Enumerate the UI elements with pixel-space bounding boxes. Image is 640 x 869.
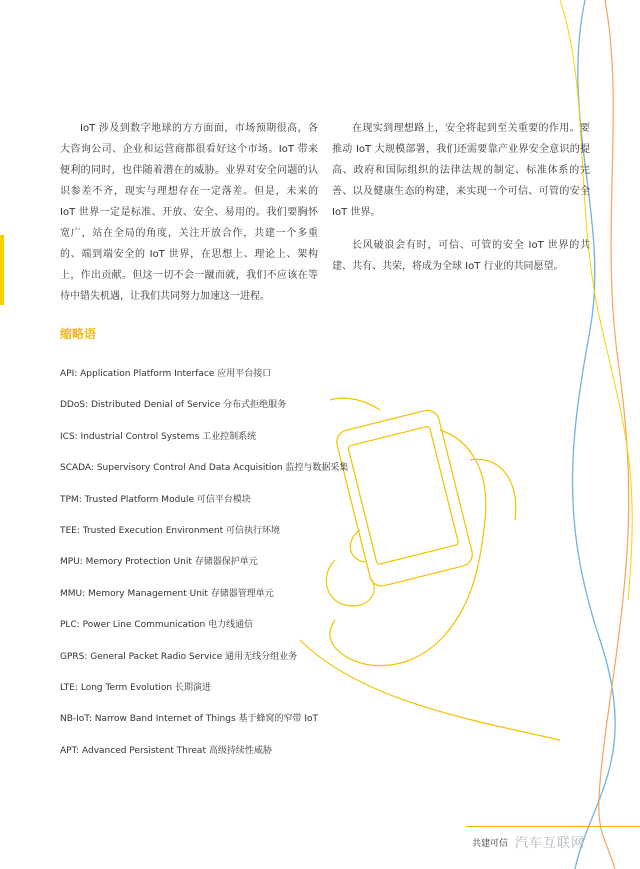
glossary-list xyxy=(60,368,348,776)
glossary-item: LTE: Long Term Evolution 长期演进 xyxy=(60,682,211,693)
glossary-item: MMU: Memory Management Unit 存储器管理单元 xyxy=(60,588,274,599)
body-right-paragraph-2: 长风破浪会有时，可信、可管的安全 IoT 世界的共建、共有、共荣，将成为全球 IoT 行业的共同愿望。 xyxy=(332,240,590,272)
glossary-item: ICS: Industrial Control Systems 工业控制系统 xyxy=(60,431,257,442)
glossary-title: 缩略语 xyxy=(60,327,97,341)
body-right-paragraph-1: 在现实到理想路上，安全将起到至关重要的作用。要推动 IoT 大规模部署，我们还需要靠产业界安全意识的提高、政府和国际组织的法律法规的制定、标准体系的完善、以及健康生态的构建，来实现一个可信、可管的安全 IoT 世界。 xyxy=(332,123,590,218)
glossary-item: SCADA: Supervisory Control And Data Acquisition 监控与数据采集 xyxy=(60,463,349,474)
glossary-item: TEE: Trusted Execution Environment 可信执行环境 xyxy=(60,525,281,536)
glossary-item: TPM: Trusted Platform Module 可信平台模块 xyxy=(60,494,251,505)
glossary-item: APT: Advanced Persistent Threat 高级持续性威胁 xyxy=(60,745,272,756)
glossary-item: DDoS: Distributed Denial of Service 分布式拒绝服务 xyxy=(60,400,287,411)
body-right-column xyxy=(332,118,590,277)
footer-text: 共建可信 xyxy=(472,839,509,849)
watermark-logo: 汽车互联网 xyxy=(515,836,586,851)
glossary-item: MPU: Memory Protection Unit 存储器保护单元 xyxy=(60,557,258,568)
footer-divider xyxy=(466,826,640,827)
glossary-item: GPRS: General Packet Radio Service 通用无线分组业务 xyxy=(60,651,298,662)
glossary-item: PLC: Power Line Communication 电力线通信 xyxy=(60,620,254,631)
body-left-column xyxy=(60,118,318,307)
body-left-paragraph: IoT 涉及到数字地球的方方面面，市场预期很高，各大咨询公司、企业和运营商都很看好这个市场。IoT 带来便利的同时，也伴随着潜在的威胁。业界对安全问题的认识参差不齐，现实与理想存在一定落差。但是，未来的 IoT 世界一定是标准、开放、安全、易用的。我们要胸怀宽广，站在全局的角度，关注开放合作，共建一个多重的、端到端安全的 IoT 世界，在思想上、理论上、架构上，作出贡献。但这一切不会一蹴而就，我们不应该在等待中错失机遇，让我们共同努力加速这一进程。 xyxy=(60,123,318,302)
glossary-item: NB-IoT: Narrow Band Internet of Things 基于蜂窝的窄带 IoT xyxy=(60,714,319,725)
glossary-item: API: Application Platform Interface 应用平台接口 xyxy=(60,369,272,379)
